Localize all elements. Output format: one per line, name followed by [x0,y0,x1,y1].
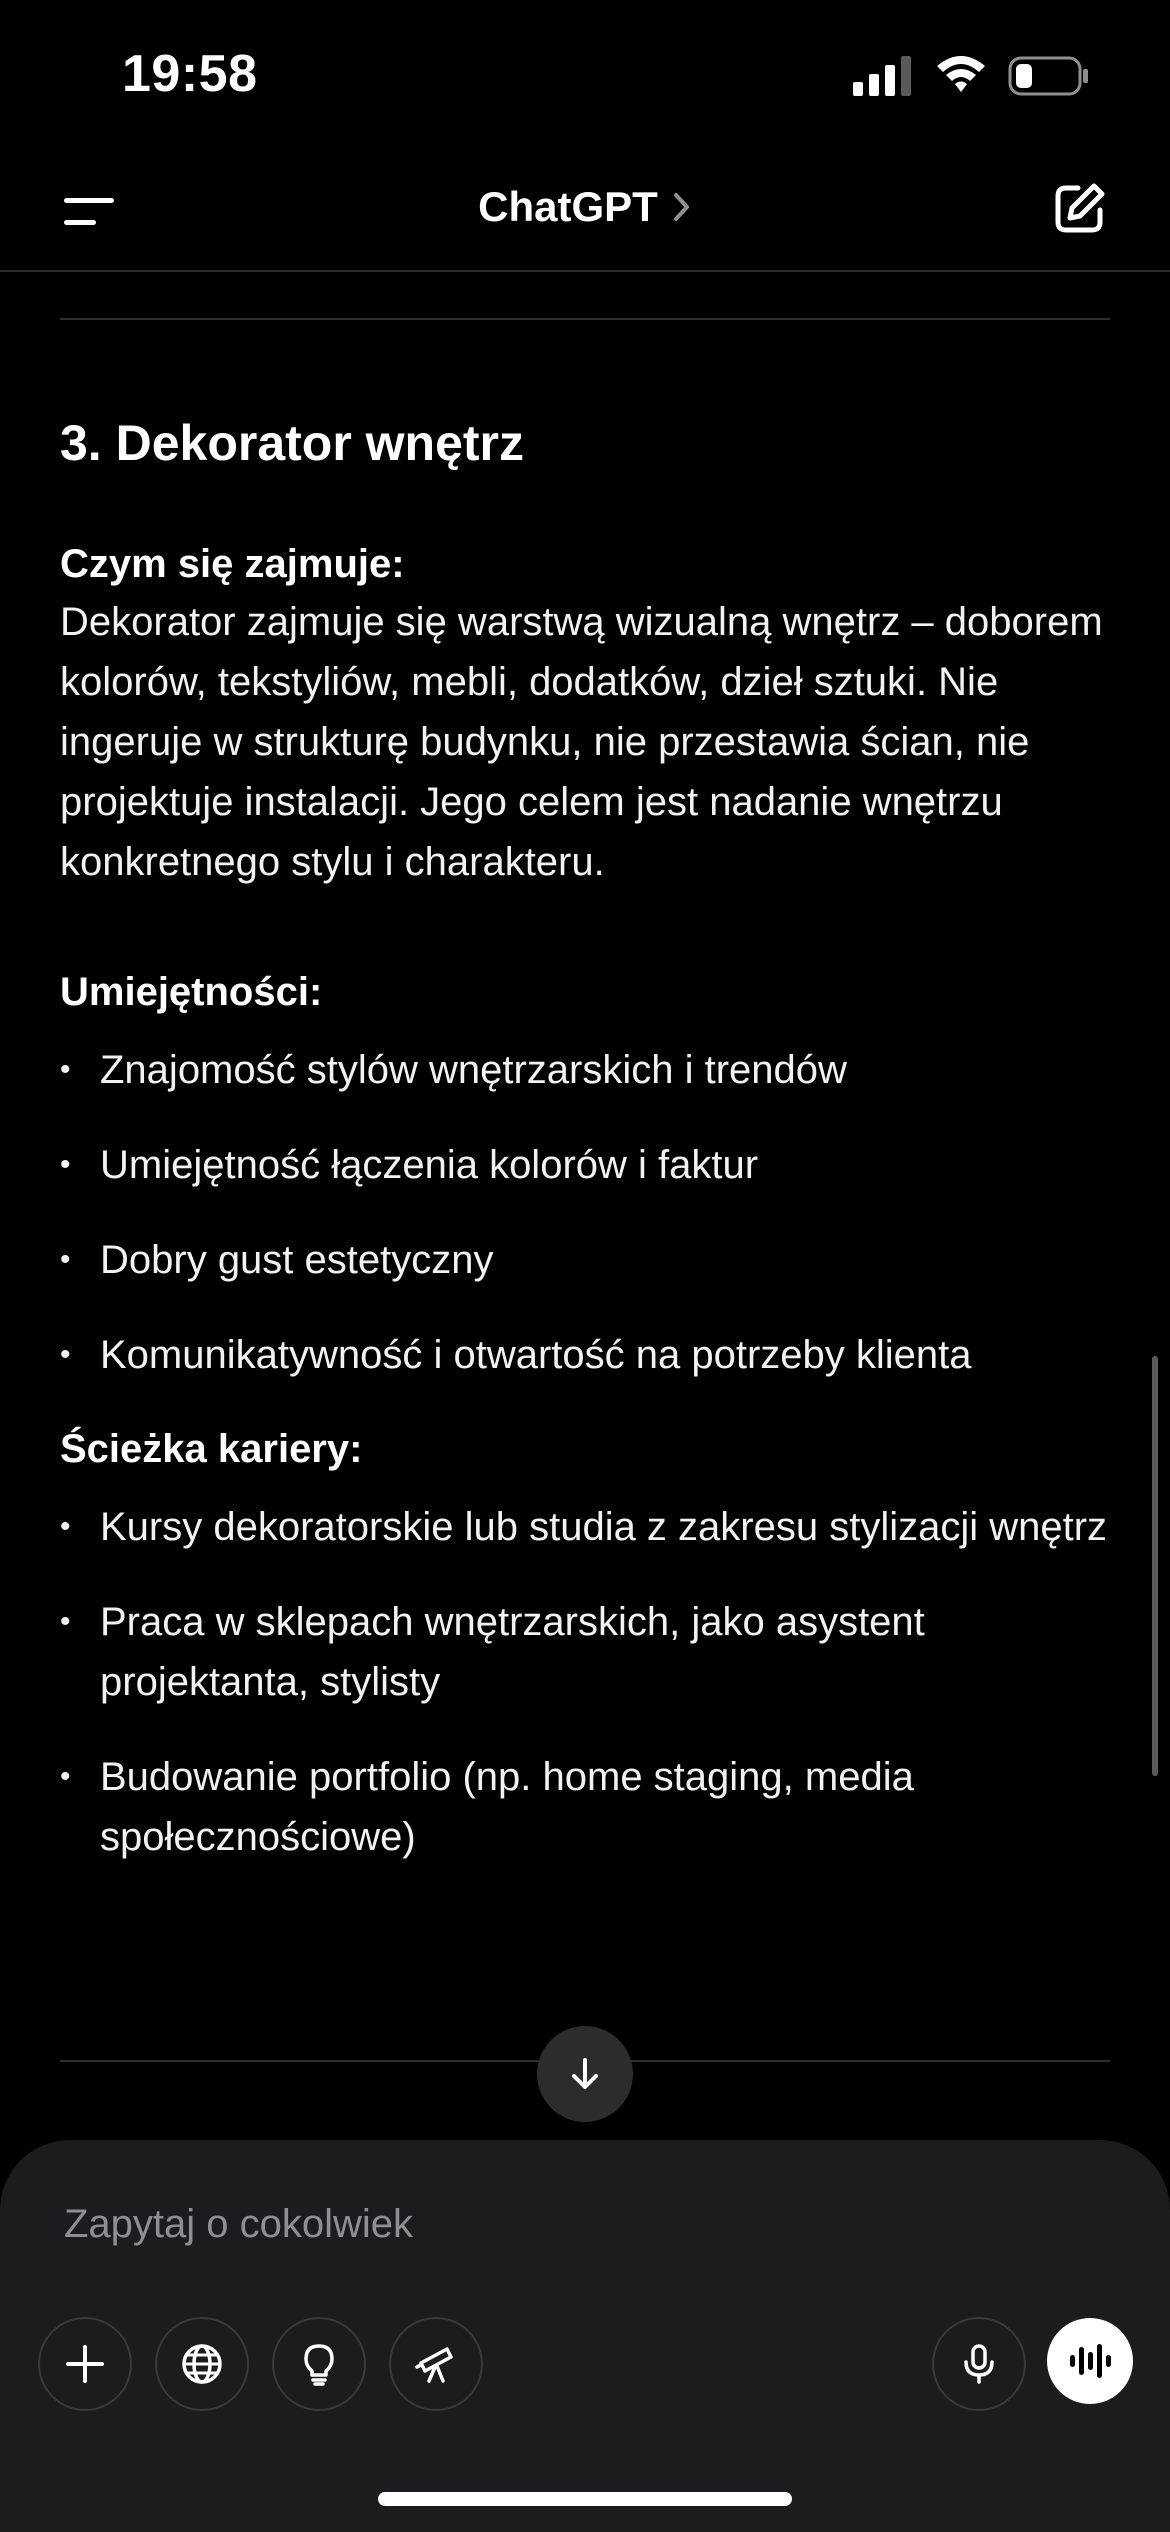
scrollbar[interactable] [1152,1356,1158,1776]
home-indicator [378,2492,792,2506]
chevron-right-icon [672,189,692,225]
list-item: • Praca w sklepach wnętrzarskich, jako asystent projektanta, stylisty [60,1592,1110,1712]
section-heading: 3. Dekorator wnętrz [60,415,525,471]
list-item: • Znajomość stylów wnętrzarskich i trendów [60,1040,1110,1100]
app-header [0,150,1170,272]
list-item: • Dobry gust estetyczny [60,1230,1110,1290]
list-item: • Budowanie portfolio (np. home staging, media społecznościowe) [60,1747,1110,1867]
wifi-icon [935,52,987,96]
scroll-down-button[interactable] [537,2026,633,2122]
message-input[interactable]: Zapytaj o cokolwiek [64,2202,414,2246]
arrow-down-icon [565,2054,605,2094]
model-selector[interactable] [0,180,1170,231]
career-list [60,1497,1110,1867]
deep-research-button[interactable] [389,2317,483,2411]
plus-icon [62,2341,108,2387]
lightbulb-icon [296,2341,342,2387]
list-item: • Umiejętność łączenia kolorów i faktur [60,1135,1110,1195]
dictate-button[interactable] [932,2317,1026,2411]
voice-mode-button[interactable] [1047,2318,1133,2404]
battery-icon [1008,54,1090,98]
status-bar [0,0,1170,150]
search-web-button[interactable] [155,2317,249,2411]
list-item: • Kursy dekoratorskie lub studia z zakresu stylizacji wnętrz [60,1497,1110,1557]
skills-label: Umiejętności: [60,970,323,1014]
add-button[interactable] [38,2317,132,2411]
assistant-message [60,272,1110,1902]
compose-icon[interactable] [1052,180,1108,236]
header-title: ChatGPT [478,182,658,230]
what-paragraph: Dekorator zajmuje się warstwą wizualną wnętrz – doborem kolorów, tekstyliów, mebli, dodatków, dzieł sztuki. Nie ingeruje w strukturę budynku, nie przestawia ścian, nie projektuje instalacji. Jego celem jest nadanie wnętrzu konkretnego stylu i charakteru. [60,600,1103,884]
status-time: 19:58 [122,45,258,103]
globe-icon [179,2341,225,2387]
career-label: Ścieżka kariery: [60,1427,363,1471]
signal-icon [853,56,913,96]
telescope-icon [413,2341,459,2387]
skills-list [60,1040,1110,1385]
section-divider [60,318,1110,320]
composer [0,2140,1170,2532]
microphone-icon [956,2341,1002,2387]
reason-button[interactable] [272,2317,366,2411]
list-item: • Komunikatywność i otwartość na potrzeby klienta [60,1325,1110,1385]
voice-waveform-icon [1067,2341,1113,2381]
what-label: Czym się zajmuje: [60,542,405,586]
